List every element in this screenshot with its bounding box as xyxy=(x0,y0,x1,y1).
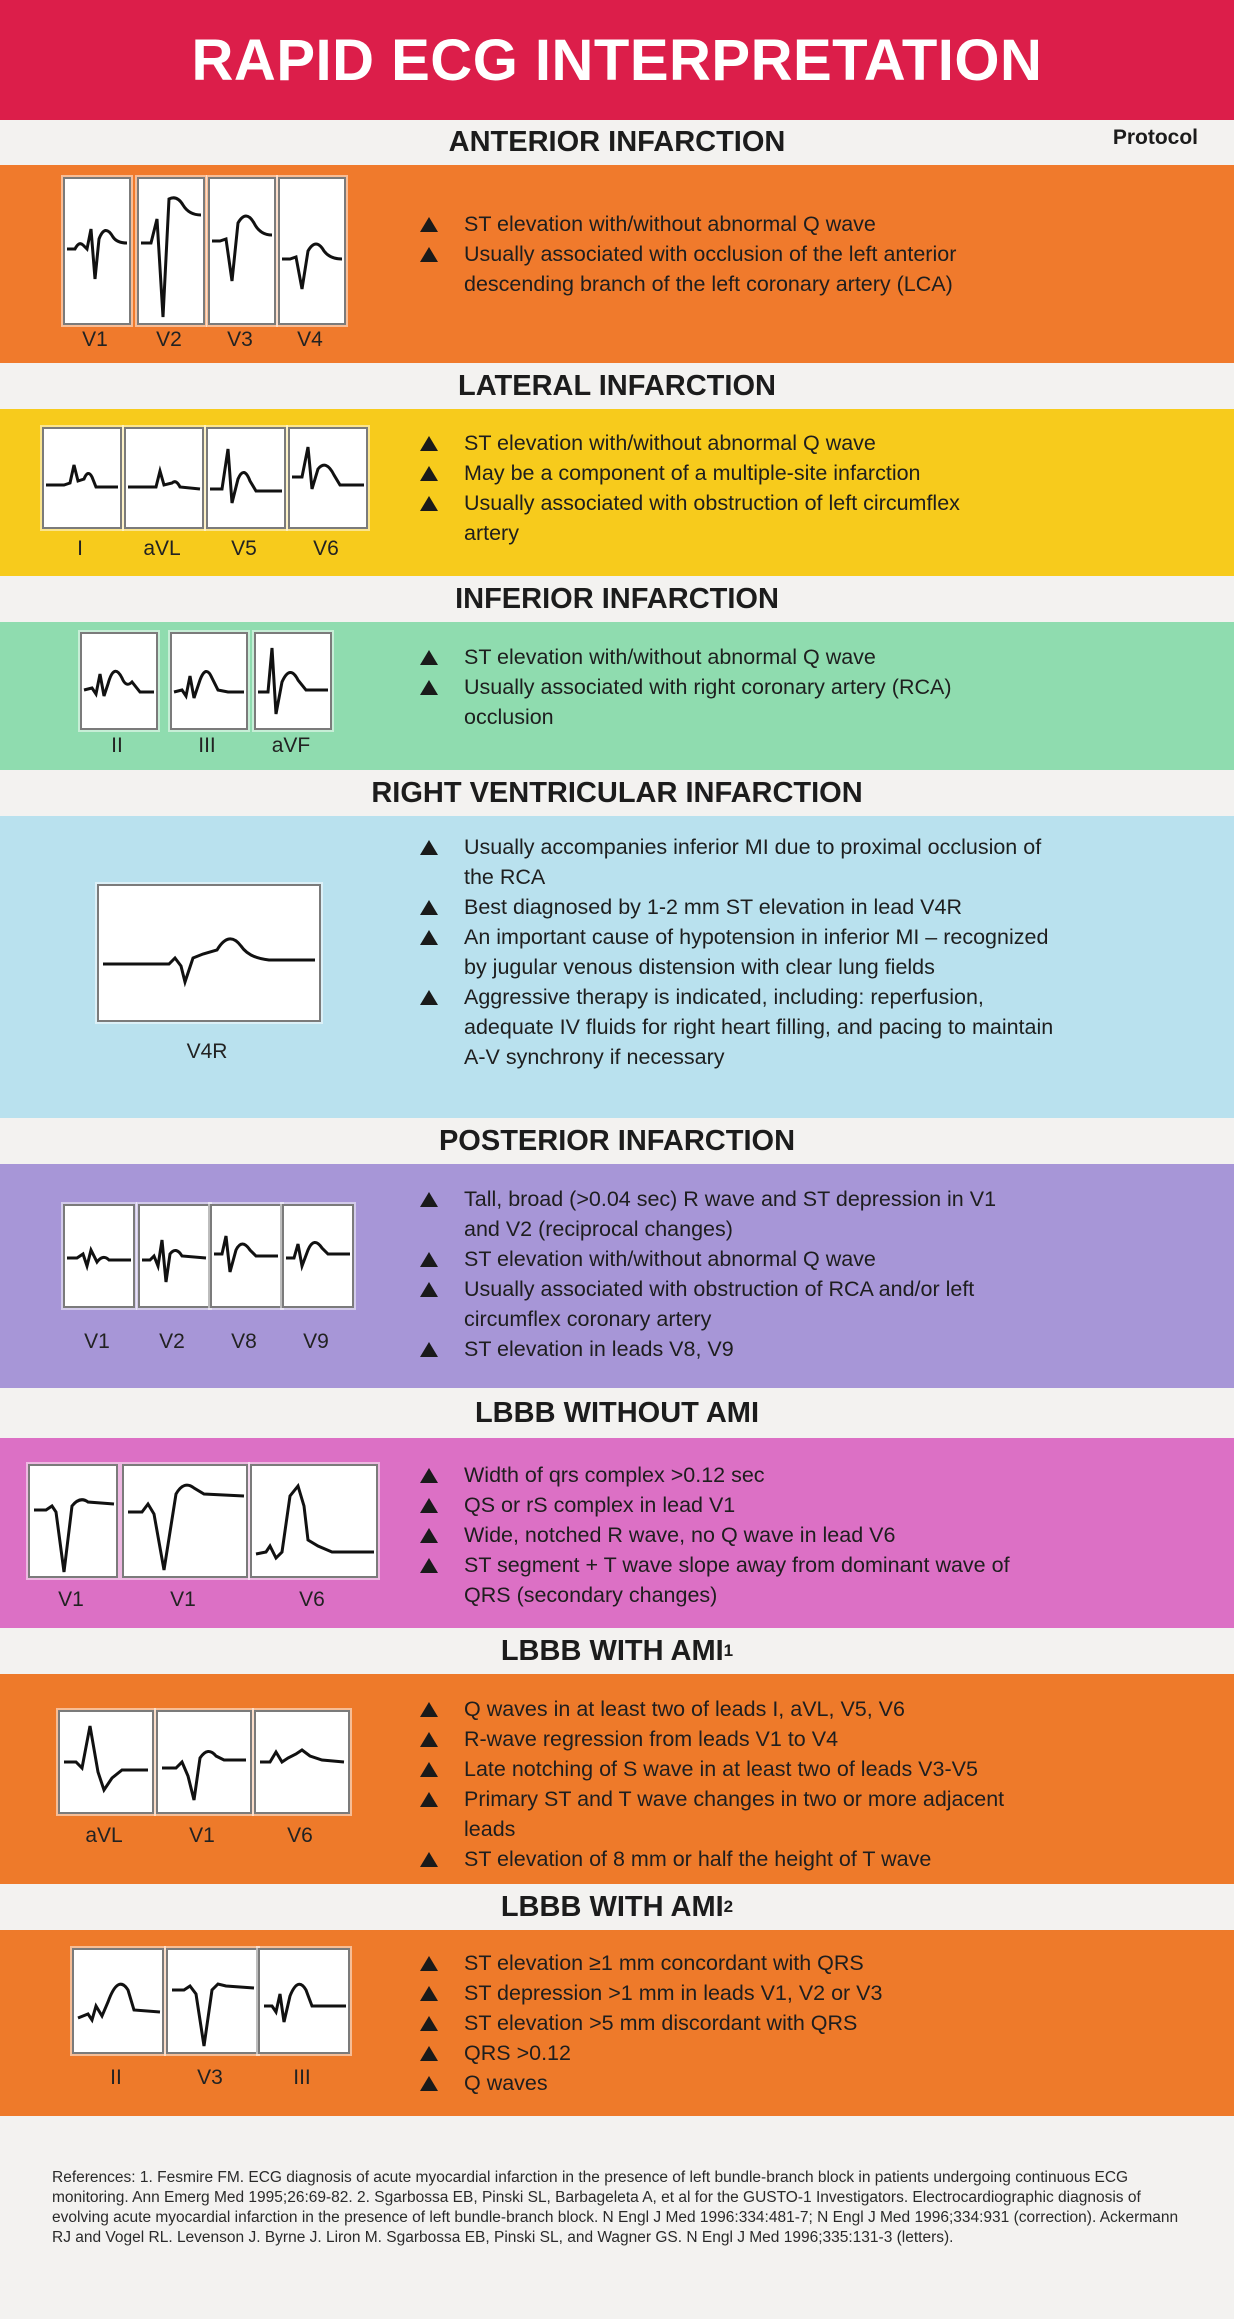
bullet-item: Width of qrs complex >0.12 sec xyxy=(420,1460,1030,1490)
ecg-trace-v5 xyxy=(206,427,286,529)
bullet-item: Aggressive therapy is indicated, including: reperfusion, adequate IV fluids for right heart filling, and pacing to maintain A-V synchrony if necessary xyxy=(420,982,1070,1072)
ecg-trace-v1 xyxy=(156,1710,252,1814)
bullet-item: Best diagnosed by 1-2 mm ST elevation in lead V4R xyxy=(420,892,1070,922)
ecg-trace-v3 xyxy=(166,1948,258,2054)
lead-label: aVL xyxy=(143,537,181,560)
ecg-trace-v1 xyxy=(63,1204,135,1308)
bullet-item: ST elevation >5 mm discordant with QRS xyxy=(420,2008,1020,2038)
ecg-trace-v6 xyxy=(250,1464,378,1578)
bullet-item: Usually associated with occlusion of the left anterior descending branch of the left coronary artery (LCA) xyxy=(420,239,1030,299)
lead-label: V4 xyxy=(297,328,323,351)
band-posterior xyxy=(0,1164,1234,1388)
bullet-item: Usually associated with obstruction of left circumflex artery xyxy=(420,488,1000,548)
ecg-trace-ii xyxy=(80,632,158,730)
lead-label: V6 xyxy=(287,1824,313,1847)
bullet-item: ST elevation with/without abnormal Q wave xyxy=(420,642,980,672)
ecg-trace-v8 xyxy=(210,1204,282,1308)
heading-footnote-marker: 2 xyxy=(723,1897,734,1916)
lead-label: V6 xyxy=(313,537,339,560)
bullet-item: QS or rS complex in lead V1 xyxy=(420,1490,1030,1520)
ecg-trace-v1 xyxy=(63,177,131,325)
bullet-item: ST elevation with/without abnormal Q wave xyxy=(420,209,1030,239)
heading-text: LBBB WITH AMI xyxy=(500,1634,724,1667)
heading-inferior: INFERIOR INFARCTION xyxy=(455,582,779,615)
ecg-trace-v2 xyxy=(137,177,205,325)
lead-label: I xyxy=(77,537,83,560)
bullet-item: ST elevation ≥1 mm concordant with QRS xyxy=(420,1948,1020,1978)
ecg-trace-i xyxy=(42,427,122,529)
bullet-item: Usually accompanies inferior MI due to proximal occlusion of the RCA xyxy=(420,832,1070,892)
protocol-label: Protocol xyxy=(1112,126,1198,149)
lead-label: V2 xyxy=(156,328,182,351)
ecg-trace-v1 xyxy=(122,1464,248,1578)
bullet-item: Late notching of S wave in at least two of leads V3-V5 xyxy=(420,1754,1020,1784)
ecg-trace-v3 xyxy=(208,177,276,325)
bullet-list-lbbb-with-ami-2 xyxy=(420,1948,1020,2098)
ecg-trace-avl xyxy=(58,1710,154,1814)
band-inferior xyxy=(0,622,1234,770)
ecg-trace-v9 xyxy=(282,1204,354,1308)
bullet-item: ST segment + T wave slope away from dominant wave of QRS (secondary changes) xyxy=(420,1550,1030,1610)
band-lbbb-without-ami xyxy=(0,1438,1234,1628)
band-lbbb-with-ami-1 xyxy=(0,1674,1234,1884)
bullet-item: ST depression >1 mm in leads V1, V2 or V3 xyxy=(420,1978,1020,2008)
bullet-item: Primary ST and T wave changes in two or more adjacent leads xyxy=(420,1784,1020,1844)
bullet-item: Wide, notched R wave, no Q wave in lead V6 xyxy=(420,1520,1030,1550)
ecg-trace-v2 xyxy=(138,1204,210,1308)
bullet-item: Usually associated with obstruction of RCA and/or left circumflex coronary artery xyxy=(420,1274,1020,1334)
lead-label: aVL xyxy=(85,1824,123,1847)
title-bar xyxy=(0,0,1234,120)
lead-label: V1 xyxy=(82,328,108,351)
bullet-list-lbbb-with-ami-1 xyxy=(420,1694,1020,1874)
heading-right-ventricular: RIGHT VENTRICULAR INFARCTION xyxy=(371,776,863,809)
ecg-trace-avf xyxy=(254,632,332,730)
lead-label: V9 xyxy=(303,1330,329,1353)
heading-anterior: ANTERIOR INFARCTION xyxy=(448,126,786,158)
bullet-item: R-wave regression from leads V1 to V4 xyxy=(420,1724,1020,1754)
ecg-trace-v1 xyxy=(28,1464,118,1578)
bullet-list-lateral xyxy=(420,428,1000,548)
lead-label: aVF xyxy=(271,734,311,757)
ecg-trace-v4 xyxy=(278,177,346,325)
ecg-trace-v4r xyxy=(97,884,321,1022)
heading-lbbb-with-ami-1 xyxy=(0,1628,1234,1674)
lead-label: V3 xyxy=(197,2066,223,2089)
lead-label: V4R xyxy=(186,1040,228,1063)
bullet-item: ST elevation in leads V8, V9 xyxy=(420,1334,1020,1364)
bullet-list-lbbb-without-ami xyxy=(420,1460,1030,1610)
bullet-item: ST elevation of 8 mm or half the height of T wave xyxy=(420,1844,1020,1874)
ecg-trace-avl xyxy=(124,427,204,529)
bullet-item: Usually associated with right coronary artery (RCA) occlusion xyxy=(420,672,980,732)
bullet-list-anterior xyxy=(420,209,1030,299)
lead-label: V8 xyxy=(231,1330,257,1353)
bullet-item: ST elevation with/without abnormal Q wave xyxy=(420,428,1000,458)
bullet-item: May be a component of a multiple-site infarction xyxy=(420,458,1000,488)
band-lateral xyxy=(0,409,1234,576)
lead-label: III xyxy=(198,734,216,757)
bullet-item: An important cause of hypotension in inferior MI – recognized by jugular venous distension with clear lung fields xyxy=(420,922,1070,982)
lead-label: V1 xyxy=(84,1330,110,1353)
lead-label: V6 xyxy=(299,1588,325,1611)
bullet-item: Q waves in at least two of leads I, aVL, V5, V6 xyxy=(420,1694,1020,1724)
bullet-item: ST elevation with/without abnormal Q wave xyxy=(420,1244,1020,1274)
heading-footnote-marker: 1 xyxy=(723,1641,734,1660)
ecg-trace-v6 xyxy=(254,1710,350,1814)
page-title: RAPID ECG INTERPRETATION xyxy=(191,27,1043,93)
ecg-trace-ii xyxy=(72,1948,164,2054)
heading-lbbb-without-ami: LBBB WITHOUT AMI xyxy=(474,1396,760,1429)
lead-label: V1 xyxy=(170,1588,196,1611)
heading-lbbb-with-ami-2 xyxy=(0,1884,1234,1930)
bullet-list-posterior xyxy=(420,1184,1020,1364)
lead-label: V1 xyxy=(189,1824,215,1847)
lead-label: II xyxy=(111,734,123,757)
bullet-item: QRS >0.12 xyxy=(420,2038,1020,2068)
ecg-trace-iii xyxy=(170,632,248,730)
references-text: References: 1. Fesmire FM. ECG diagnosis of acute myocardial infarction in the presence of left bundle-branch block in patients undergoing continuous ECG monitoring. Ann Emerg Med 1995;26:69-82. 2. Sgarbossa EB, Pinski SL, Barbageleta A, et al for the GUSTO-1 Investigators. Electrocardiographic diagnosis of evolving acute myocardial infarction in the presence of left bundle-branch block. N Engl J Med 1996:334:481-7; N Engl J Med 1996;334:931 (correction). Ackermann RJ and Vogel RL. Levenson J. Byrne J. Liron M. Sgarbossa EB, Pinski SL, and Wagner GS. N Engl J Med 1996;335:131-3 (letters). xyxy=(52,2169,1179,2246)
lead-label: II xyxy=(110,2066,122,2089)
lead-label: V1 xyxy=(58,1588,84,1611)
band-lbbb-with-ami-2 xyxy=(0,1930,1234,2116)
heading-lateral: LATERAL INFARCTION xyxy=(458,369,776,402)
heading-text: LBBB WITH AMI xyxy=(500,1890,724,1923)
lead-label: III xyxy=(293,2066,311,2089)
ecg-trace-v6 xyxy=(288,427,368,529)
band-right-ventricular xyxy=(0,816,1234,1118)
bullet-item: Tall, broad (>0.04 sec) R wave and ST depression in V1 and V2 (reciprocal changes) xyxy=(420,1184,1020,1244)
band-anterior xyxy=(0,165,1234,363)
heading-posterior: POSTERIOR INFARCTION xyxy=(438,1124,796,1157)
lead-label: V5 xyxy=(231,537,257,560)
bullet-item: Q waves xyxy=(420,2068,1020,2098)
lead-label: V3 xyxy=(227,328,253,351)
bullet-list-inferior xyxy=(420,642,980,732)
bullet-list-right-ventricular xyxy=(420,832,1070,1072)
ecg-trace-iii xyxy=(258,1948,350,2054)
lead-label: V2 xyxy=(159,1330,185,1353)
